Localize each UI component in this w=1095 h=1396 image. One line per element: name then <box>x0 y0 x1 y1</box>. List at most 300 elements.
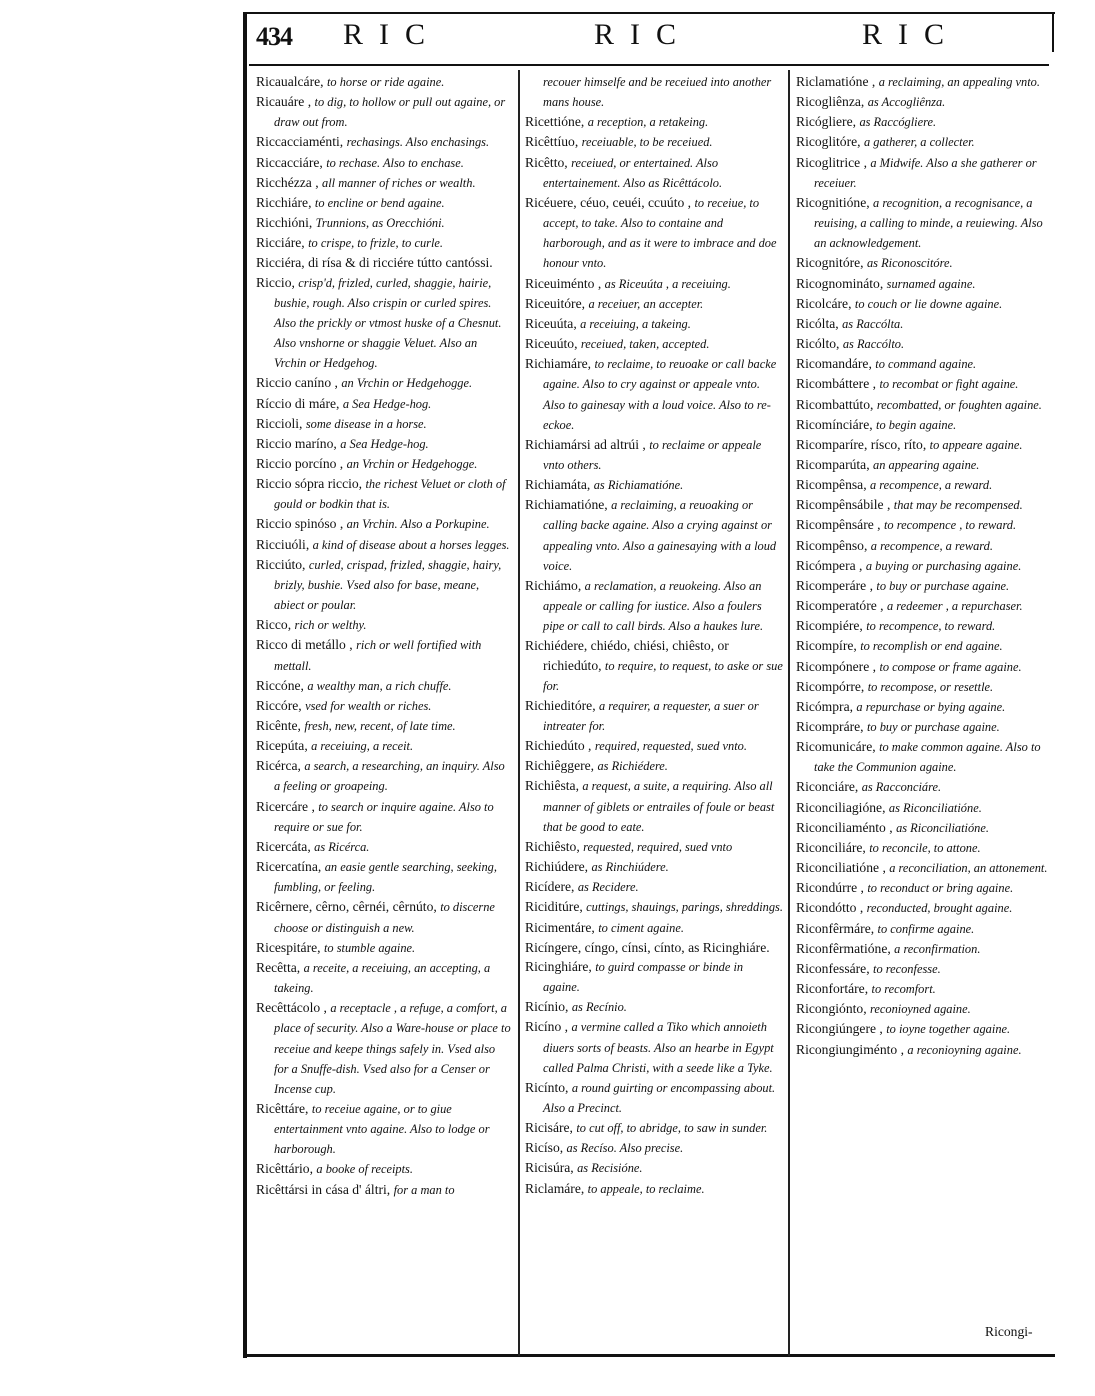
dictionary-entry <box>256 434 512 454</box>
entry-definition: a reconciliation, an attonement. <box>889 861 1048 876</box>
entry-definition: to stumble againe. <box>323 940 416 955</box>
entry-definition: surnamed againe. <box>886 276 976 291</box>
entry-headword: Ricettióne, <box>525 114 585 130</box>
entry-headword: Ricólto, <box>796 336 840 352</box>
entry-definition: to begin againe. <box>876 417 957 432</box>
entry-headword: Richiúdere, <box>525 859 589 875</box>
dictionary-entry <box>256 756 512 796</box>
entry-definition: to reconcile, to attone. <box>869 840 981 855</box>
dictionary-entry <box>256 938 512 958</box>
dictionary-entry <box>796 495 1050 515</box>
entry-headword: Ricínio, <box>525 999 569 1015</box>
dictionary-entry <box>796 677 1050 697</box>
dictionary-entry <box>525 112 783 132</box>
dictionary-entry <box>525 636 783 695</box>
entry-headword: Ricepúta, <box>256 738 308 754</box>
dictionary-entry <box>256 676 512 696</box>
dictionary-entry <box>256 373 512 393</box>
entry-definition: a receite, a receiuing, an accepting, a takeing. <box>274 960 491 996</box>
running-head-center: RIC <box>594 18 693 51</box>
dictionary-entry <box>525 576 783 636</box>
border-right <box>1052 12 1054 52</box>
entry-definition: as Recínio. <box>571 1000 627 1015</box>
dictionary-entry <box>796 717 1050 737</box>
entry-headword: Ricomperatóre , <box>796 598 884 614</box>
entry-headword: Ricongiúngere , <box>796 1021 883 1037</box>
entry-definition: a reconfirmation. <box>894 941 981 956</box>
dictionary-entry <box>796 616 1050 636</box>
entry-definition: to recompence, to reward. <box>866 619 996 634</box>
dictionary-entry <box>525 132 783 152</box>
dictionary-entry <box>256 635 512 675</box>
dictionary-entry <box>256 1159 512 1179</box>
dictionary-entry <box>256 716 512 736</box>
entry-definition: a reception, a retakeing. <box>587 115 709 130</box>
entry-definition: to reclaime or appeale vnto others. <box>543 437 762 472</box>
entry-headword: Ricompênsábile , <box>796 497 891 513</box>
entry-definition: to encline or bend againe. <box>314 195 445 210</box>
dictionary-entry <box>796 939 1050 959</box>
dictionary-entry <box>796 435 1050 455</box>
entry-definition: crisp'd, frizled, curled, shaggie, hairie, bushie, rough. Also crispin or curled spires. Also the prickly or vtmost huske of a Chesnut. Also vnshorne or shaggie Veluet. Also an Vrchin or Hedgehog. <box>274 275 502 371</box>
entry-headword: Ricciéra, di rísa & di ricciére tútto cantóssi. <box>256 255 493 271</box>
dictionary-entry <box>796 354 1050 374</box>
entry-definition: a receiuer, an accepter. <box>588 296 704 311</box>
entry-definition: a Sea Hedge-hog. <box>340 436 429 451</box>
entry-definition: cuttings, shauings, parings, shreddings. <box>586 900 783 915</box>
dictionary-entry <box>525 495 783 576</box>
entry-headword: Ricaualcáre, <box>256 74 324 89</box>
entry-definition: a request, a suite, a requiring. Also all manner of giblets or entrailes of foule or beast that be good to eate. <box>543 779 775 834</box>
entry-headword: Richiámo, <box>525 577 582 593</box>
dictionary-entry <box>525 837 783 857</box>
dictionary-entry <box>796 112 1050 132</box>
entry-headword: Ricciuóli, <box>256 536 310 552</box>
dictionary-column-3 <box>796 72 1050 1060</box>
running-head-right: RIC <box>862 18 961 51</box>
entry-headword: Ricomparúta, <box>796 456 870 472</box>
dictionary-entry <box>525 938 783 957</box>
entry-headword: Ricercáta, <box>256 838 311 854</box>
entry-headword: Riconfessáre, <box>796 960 870 976</box>
entry-headword: Ricênte, <box>256 718 301 733</box>
dictionary-entry <box>256 394 512 414</box>
entry-headword: Riclamatióne , <box>796 74 876 89</box>
entry-definition: to appeare againe. <box>929 437 1023 452</box>
entry-definition: rechasings. Also enchasings. <box>346 135 490 150</box>
dictionary-entry <box>796 193 1050 253</box>
entry-headword: Riccio porcíno , <box>256 455 344 471</box>
entry-headword: Riconciáre, <box>796 779 859 795</box>
entry-definition: as Richiamatióne. <box>593 478 684 493</box>
entry-definition: a booke of receipts. <box>316 1162 413 1177</box>
entry-headword: Ricomperáre , <box>796 577 873 593</box>
dictionary-entry <box>525 354 783 435</box>
entry-definition: a receiuing, a takeing. <box>580 316 691 331</box>
dictionary-entry <box>796 657 1050 677</box>
dictionary-entry <box>256 736 512 756</box>
dictionary-entry <box>796 959 1050 979</box>
entry-headword: Ricercáre , <box>256 798 315 814</box>
column-divider <box>788 70 790 1356</box>
dictionary-entry <box>525 756 783 776</box>
dictionary-entry <box>525 877 783 897</box>
entry-headword: Ricompênsa, <box>796 477 867 493</box>
dictionary-entry <box>525 334 783 354</box>
dictionary-entry <box>796 878 1050 898</box>
dictionary-entry <box>256 153 512 173</box>
dictionary-column-1 <box>256 72 512 1200</box>
entry-definition: as Raccólta. <box>842 316 904 331</box>
entry-definition: a reconioyning againe. <box>907 1042 1022 1057</box>
entry-headword: Ricisúra, <box>525 1160 574 1176</box>
entry-definition: to dig, to hollow or pull out againe, or draw out from. <box>274 95 506 130</box>
entry-headword: Ricíso, <box>525 1140 564 1156</box>
dictionary-entry <box>796 1019 1050 1039</box>
dictionary-entry <box>796 999 1050 1019</box>
entry-definition: that may be recompensed. <box>893 498 1023 513</box>
entry-definition: a reclamation, a reuokeing. Also an appeale or calling for iustice. Also a foulers pipe or call to call birds. Also a haukes lure. <box>543 578 764 634</box>
entry-definition: a search, a researching, an inquiry. Also a feeling or groapeing. <box>274 759 505 794</box>
entry-headword: Ricólta, <box>796 315 839 331</box>
entry-definition: to buy or purchase againe. <box>866 720 1000 734</box>
entry-headword: Riccóre, <box>256 697 302 713</box>
entry-definition: to recombat or fight againe. <box>879 377 1019 392</box>
entry-definition: an Vrchin or Hedgehogge. <box>346 456 478 471</box>
entry-headword: Riccio maríno, <box>256 435 337 451</box>
entry-definition: to make common againe. Also to take the Communion againe. <box>814 740 1041 775</box>
entry-headword: Riceuitóre, <box>525 295 586 311</box>
dictionary-entry <box>256 857 512 897</box>
entry-definition: as Riconoscitóre. <box>866 256 953 271</box>
entry-headword: Ricérca, <box>256 758 301 774</box>
entry-definition: recouer himselfe and be receiued into another mans house. <box>543 75 772 110</box>
entry-headword: Ricchézza , <box>256 174 319 190</box>
entry-definition: a round guirting or encompassing about. Also a Precinct. <box>543 1080 776 1115</box>
entry-headword: Riconciliáre, <box>796 839 866 855</box>
entry-definition: some disease in a horse. <box>305 416 427 431</box>
entry-headword: Ricondúrre , <box>796 880 864 896</box>
entry-definition: a kind of disease about a horses legges. <box>312 537 510 552</box>
entry-headword: Ricêttário, <box>256 1161 313 1177</box>
entry-headword: Ricciúto, <box>256 556 306 572</box>
catchword: Ricongi- <box>985 1324 1033 1339</box>
dictionary-entry <box>256 173 512 193</box>
entry-definition: receiued, or entertained. Also entertainement. Also as Ricêttácolo. <box>543 155 723 190</box>
entry-headword: Riccioli, <box>256 415 303 431</box>
entry-definition: to receiue, to accept, to take. Also to containe and harborough, and as it were to imbrace and doe honour vnto. <box>543 195 777 271</box>
entry-definition: to appeale, to reclaime. <box>587 1181 705 1196</box>
entry-definition: curled, crispad, frizled, shaggie, hairy, brizly, bushie. Vsed also for base, meane, abiect or poular. <box>274 557 502 613</box>
entry-definition: to ioyne together againe. <box>886 1022 1011 1037</box>
entry-definition: to reconfesse. <box>873 961 941 976</box>
dictionary-entry <box>256 414 512 434</box>
entry-headword: Ricomunicáre, <box>796 739 876 755</box>
entry-headword: Ricêtto, <box>525 154 568 170</box>
entry-definition: a recognition, a recognisance, a reuising, a calling to minde, a reuiewing. Also an acknowledgement. <box>814 195 1043 251</box>
page-number: 434 <box>256 22 292 51</box>
entry-headword: Ricompênso, <box>796 537 868 553</box>
entry-definition: fresh, new, recent, of late time. <box>304 719 456 733</box>
dictionary-entry <box>256 555 512 615</box>
entry-headword: Ricco di metállo , <box>256 637 353 653</box>
entry-definition: to command againe. <box>875 357 977 372</box>
running-head-left: RIC <box>343 18 442 51</box>
entry-headword: Richiamáta, <box>525 477 591 493</box>
dictionary-entry <box>256 213 512 233</box>
entry-definition: as Accogliênza. <box>867 95 946 110</box>
entry-definition: a reclaiming, a reuoaking or calling backe againe. Also a crying against or appealing vnto. Also a gainesaying with a loud voice. <box>543 498 777 573</box>
entry-headword: Ricauáre , <box>256 94 312 110</box>
entry-headword: Riccacciáre, <box>256 154 323 170</box>
entry-headword: Ricíngere, cíngo, cínsi, cínto, as Ricinghiáre. <box>525 939 770 955</box>
entry-definition: as Rinchiúdere. <box>591 860 669 875</box>
entry-definition: to recomplish or end againe. <box>860 639 1003 654</box>
border-bottom <box>243 1354 1055 1357</box>
entry-definition: to confirme againe. <box>877 921 975 936</box>
dictionary-entry <box>256 132 512 152</box>
dictionary-entry <box>256 615 512 635</box>
dictionary-entry <box>525 857 783 877</box>
dictionary-entry <box>796 777 1050 797</box>
entry-headword: Riceuiménto , <box>525 275 602 291</box>
dictionary-entry <box>796 314 1050 334</box>
entry-definition: to recompence , to reward. <box>883 518 1017 533</box>
border-left <box>243 12 247 1358</box>
dictionary-entry <box>796 455 1050 475</box>
entry-definition: to compose or frame againe. <box>879 659 1022 674</box>
entry-headword: Ricídere, <box>525 879 575 895</box>
entry-definition: a Midwife. Also a she gatherer or receiuer. <box>814 155 1037 190</box>
entry-definition: a recompence, a reward. <box>870 478 993 493</box>
dictionary-entry <box>256 72 512 92</box>
dictionary-entry <box>796 536 1050 556</box>
dictionary-entry <box>256 535 512 555</box>
entry-headword: Richiamatióne, <box>525 497 608 513</box>
dictionary-entry <box>525 918 783 938</box>
dictionary-entry <box>796 374 1050 394</box>
entry-headword: Ricognomináto, <box>796 275 884 291</box>
entry-headword: Ricercatína, <box>256 859 322 875</box>
dictionary-entry <box>525 1158 783 1178</box>
entry-definition: as Recíso. Also precise. <box>566 1141 684 1156</box>
entry-definition: vsed for wealth or riches. <box>305 698 432 713</box>
entry-headword: Ricognitióne, <box>796 194 870 210</box>
dictionary-entry <box>256 454 512 474</box>
entry-definition: to reconduct or bring againe. <box>867 881 1014 896</box>
dictionary-column-2 <box>525 72 783 1199</box>
border-top <box>243 12 1055 14</box>
entry-definition: to require, to request, to aske or sue for. <box>543 658 783 693</box>
dictionary-entry <box>256 233 512 253</box>
entry-definition: to recompose, or resettle. <box>867 679 994 694</box>
entry-headword: Ricognitóre, <box>796 255 864 271</box>
dictionary-entry <box>796 334 1050 354</box>
entry-headword: Ricómpra, <box>796 698 854 714</box>
entry-definition: to buy or purchase againe. <box>876 578 1010 593</box>
entry-headword: Richiêsto, <box>525 838 580 854</box>
entry-headword: Ricógliere, <box>796 114 857 130</box>
entry-headword: Richiamársi ad altrúi , <box>525 436 646 452</box>
dictionary-entry <box>525 314 783 334</box>
dictionary-entry <box>796 979 1050 999</box>
entry-headword: Ricciáre, <box>256 235 305 251</box>
dictionary-entry <box>525 294 783 314</box>
entry-definition: as Raccólto. <box>842 337 905 352</box>
entry-headword: Ricomandáre, <box>796 356 872 372</box>
entry-definition: to rechase. Also to enchase. <box>326 155 464 170</box>
entry-definition: to crispe, to frizle, to curle. <box>308 236 443 251</box>
entry-headword: Ricompónere , <box>796 658 877 674</box>
dictionary-entry <box>525 1179 783 1199</box>
entry-definition: a recompence, a reward. <box>870 538 993 553</box>
entry-definition: as Raccógliere. <box>859 115 937 130</box>
entry-headword: Ricompórre, <box>796 678 865 694</box>
entry-headword: Riccio, <box>256 274 295 290</box>
entry-headword: Ricisáre, <box>525 1120 573 1136</box>
entry-definition: as Recidere. <box>577 880 639 895</box>
dictionary-entry <box>796 858 1050 878</box>
entry-headword: Ricompênsáre , <box>796 517 881 533</box>
dictionary-entry <box>796 72 1050 92</box>
dictionary-entry <box>796 395 1050 415</box>
entry-headword: Ricombattúto, <box>796 396 874 412</box>
dictionary-entry <box>525 696 783 736</box>
dictionary-entry <box>256 958 512 998</box>
dictionary-entry <box>796 838 1050 858</box>
entry-definition: a reclaiming, an appealing vnto. <box>878 75 1040 89</box>
entry-headword: Ricoglitrice , <box>796 154 867 170</box>
entry-headword: Ricongiungiménto , <box>796 1041 904 1057</box>
entry-headword: Ricêttársi in cása d' áltri, <box>256 1181 391 1197</box>
entry-headword: Riclamáre, <box>525 1180 585 1196</box>
entry-definition: to couch or lie downe againe. <box>854 296 1003 311</box>
entry-headword: Riccio sópra riccio, <box>256 476 363 492</box>
entry-definition: Trunnions, as Orecchióni. <box>315 216 445 231</box>
dictionary-entry <box>256 193 512 213</box>
dictionary-entry <box>525 957 783 997</box>
entry-headword: Riccacciaménti, <box>256 134 344 150</box>
entry-headword: Riccio caníno , <box>256 375 338 391</box>
dictionary-entry <box>796 596 1050 616</box>
entry-headword: Ricínto, <box>525 1079 569 1095</box>
dictionary-entry <box>796 132 1050 152</box>
entry-headword: Riconfortáre, <box>796 981 869 997</box>
entry-headword: Ricompíre, <box>796 638 857 654</box>
dictionary-entry <box>796 898 1050 918</box>
entry-definition: for a man to <box>393 1182 455 1197</box>
dictionary-entry <box>796 253 1050 273</box>
entry-definition: a receptacle , a refuge, a comfort, a place of security. Also a Ware-house or place to receiue and keepe things safely in. Vsed also for a Snuffe-dish. Vsed also for a Censer or Incense cup. <box>274 1001 511 1096</box>
entry-definition: as Racconciáre. <box>861 780 942 795</box>
dictionary-entry <box>525 72 783 112</box>
entry-definition: reconducted, brought againe. <box>866 901 1013 916</box>
dictionary-entry <box>796 294 1050 314</box>
dictionary-entry <box>796 475 1050 495</box>
entry-headword: Riconciliaménto , <box>796 819 893 835</box>
entry-definition: an Vrchin or Hedgehogge. <box>341 376 473 391</box>
entry-definition: requested, required, sued vnto <box>583 839 733 854</box>
dictionary-entry <box>256 514 512 534</box>
entry-headword: Ricêttáre, <box>256 1100 309 1116</box>
entry-definition: reconioyned againe. <box>870 1002 971 1017</box>
dictionary-entry <box>525 997 783 1017</box>
entry-headword: Riceuúto, <box>525 336 578 352</box>
entry-definition: to cut off, to abridge, to saw in sunder. <box>576 1121 768 1136</box>
entry-definition: a repurchase or bying againe. <box>856 699 1006 714</box>
entry-headword: Richiamáre, <box>525 356 592 372</box>
entry-headword: Ricoglitóre, <box>796 134 861 150</box>
entry-definition: to receiue againe, or to giue entertainment vnto againe. Also to lodge or harborough. <box>274 1101 490 1157</box>
dictionary-entry <box>796 153 1050 193</box>
entry-definition: as Riconciliatióne. <box>896 820 989 835</box>
entry-definition: as Riceuúta , a receiuing. <box>604 276 731 291</box>
entry-definition: as Ricérca. <box>314 839 370 854</box>
dictionary-entry <box>256 897 512 937</box>
dictionary-entry <box>525 1078 783 1118</box>
entry-definition: as Recisióne. <box>577 1161 643 1176</box>
entry-headword: Ricespitáre, <box>256 939 321 955</box>
entry-headword: Ricomparíre, rísco, ríto, <box>796 436 927 452</box>
entry-definition: rich or well fortified with mettall. <box>274 638 482 673</box>
entry-headword: Ricolcáre, <box>796 295 852 311</box>
dictionary-entry <box>796 737 1050 777</box>
dictionary-entry <box>525 153 783 193</box>
entry-headword: Riccio spinóso , <box>256 516 344 532</box>
entry-definition: an Vrchin. Also a Porkupine. <box>346 517 490 532</box>
entry-headword: Ricompiére, <box>796 618 863 634</box>
dictionary-entry <box>796 92 1050 112</box>
entry-headword: Riceuúta, <box>525 315 577 331</box>
dictionary-entry <box>525 736 783 756</box>
entry-headword: Riciditúre, <box>525 899 583 915</box>
dictionary-entry <box>525 274 783 294</box>
dictionary-entry <box>525 1017 783 1077</box>
dictionary-entry <box>796 274 1050 294</box>
dictionary-entry <box>525 1138 783 1158</box>
entry-headword: Ricchiáre, <box>256 194 312 210</box>
entry-headword: Riccóne, <box>256 677 304 693</box>
entry-headword: Ricêrnere, cêrno, cêrnéi, cêrnúto, <box>256 899 437 915</box>
entry-definition: a redeemer , a repurchaser. <box>886 599 1023 614</box>
entry-definition: a requirer, a requester, a suer or intreater for. <box>543 698 759 733</box>
dictionary-entry <box>525 435 783 475</box>
entry-headword: Ricondótto , <box>796 900 864 916</box>
entry-headword: Ricongiónto, <box>796 1001 867 1017</box>
entry-headword: Richiedúto , <box>525 738 592 754</box>
entry-headword: Ríccio di máre, <box>256 395 340 411</box>
dictionary-entry <box>796 818 1050 838</box>
dictionary-entry <box>796 919 1050 939</box>
dictionary-entry <box>256 797 512 837</box>
entry-definition: required, requested, sued vnto. <box>594 739 747 754</box>
dictionary-entry <box>256 92 512 132</box>
dictionary-entry <box>256 474 512 514</box>
entry-definition: all manner of riches or wealth. <box>322 175 476 190</box>
entry-definition: to horse or ride againe. <box>326 75 445 89</box>
entry-definition: the richest Veluet or cloth of gould or bodkin that is. <box>274 477 506 512</box>
entry-definition: to guird compasse or binde in againe. <box>543 959 744 995</box>
dictionary-entry <box>256 273 512 374</box>
dictionary-entry <box>256 1180 512 1200</box>
dictionary-entry <box>525 897 783 917</box>
entry-definition: rich or welthy. <box>294 618 367 633</box>
entry-definition: an easie gentle searching, seeking, fumbling, or feeling. <box>274 860 497 895</box>
entry-headword: Riconciliatióne , <box>796 860 886 876</box>
entry-definition: recombatted, or foughten againe. <box>876 397 1042 412</box>
dictionary-entry <box>796 798 1050 818</box>
entry-definition: a buying or purchasing againe. <box>865 558 1022 573</box>
